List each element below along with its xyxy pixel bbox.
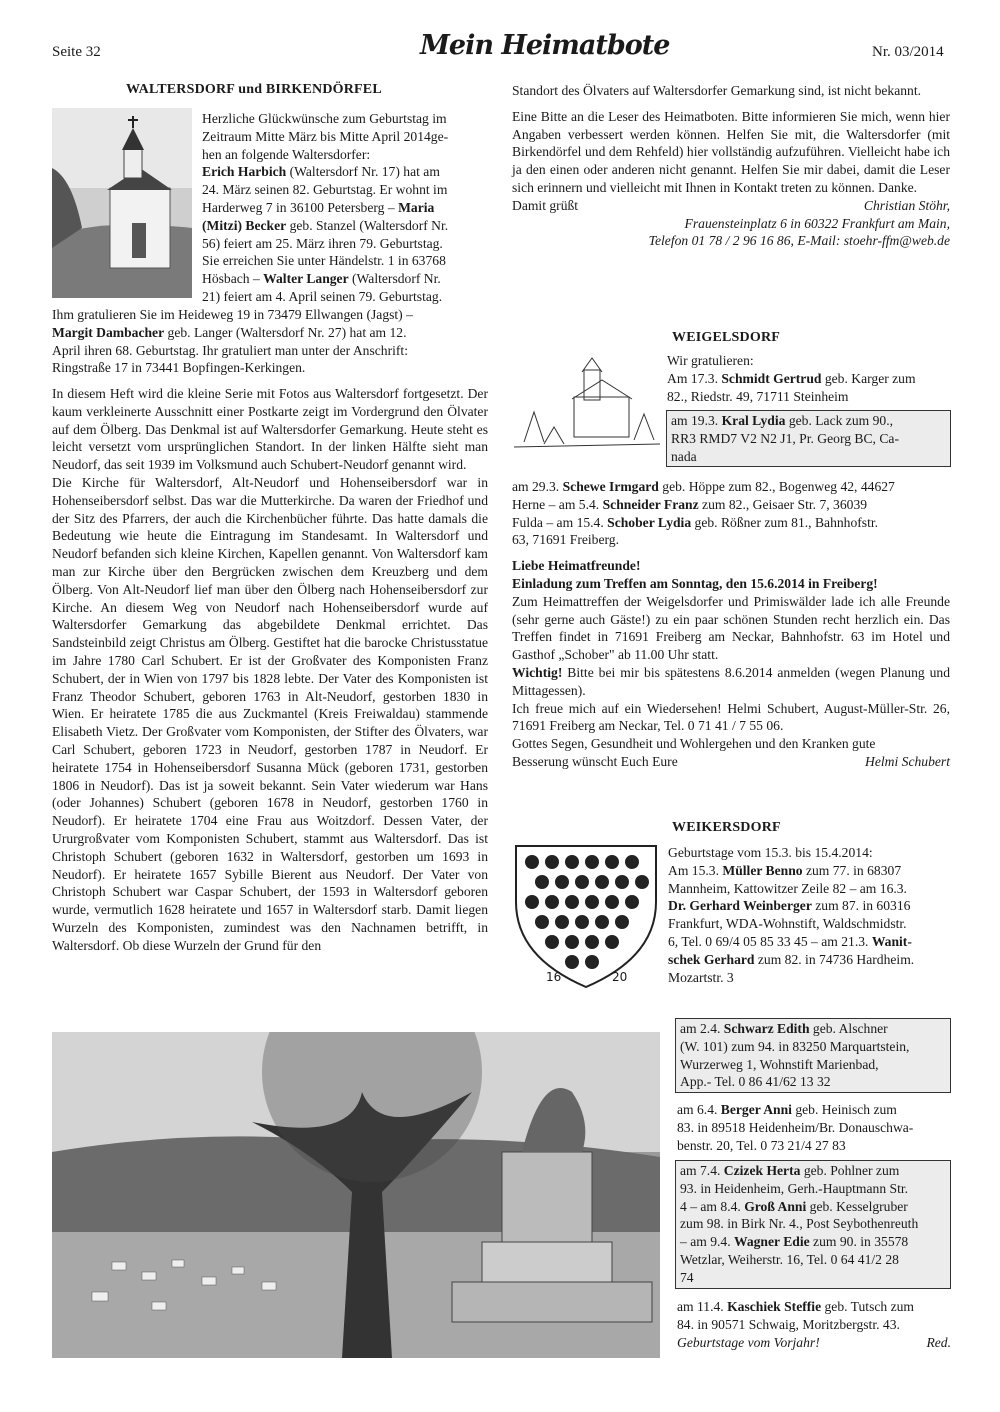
text-line: Besserung wünscht Euch Eure [512,753,678,769]
editor-signature: Red. [926,1334,951,1350]
waltersdorf-story [52,385,488,955]
person-name: Müller Benno [722,862,803,878]
request-paragraph: Eine Bitte an die Leser des Heimatboten. Bitte informieren Sie mich, wenn hier Angaben verbessert werden können. Helfen Sie mit, die Waltersdorfer (mit Birkendörfel und dem Rehfeld) hier vollständig aufzuführen. Vielleicht habe ich ja den einen oder anderen nicht genannt. Helfen Sie mir dabei, damit die Leser sich erinnern und vielleicht mit Ihnen in Kontakt treten zu können. Danke. [512,108,950,195]
weigelsdorf-list [512,478,950,771]
section-title-weikersdorf: WEIKERSDORF [672,820,781,835]
text-line: geb. Tutsch zum [821,1299,915,1314]
text-line: zum 77. in 68307 [802,862,902,878]
important-label: Wichtig! [512,664,563,680]
person-name: Kral Lydia [721,413,786,428]
text-line: Herzliche Glückwünsche zum Geburtstag im [202,111,447,126]
text-line: 83. in 89518 Heidenheim/Br. Donauschwa- [677,1119,914,1135]
text-line: 21) feiert am 4. April seinen 79. Geburtstag. [202,288,443,304]
weikersdorf-entry-berger [677,1101,951,1154]
person-name: Wanit- [871,933,912,949]
text-line: 63, 71691 Freiberg. [512,532,619,548]
crest-year-left: 16 [546,970,562,984]
text-line: Fulda – am 15.4. [512,514,608,530]
text-line: App.- Tel. 0 86 41/62 13 32 [680,1074,831,1090]
text-line: zum 82., Geisaer Str. 7, 36039 [698,496,868,512]
person-name: Schmidt Gertrud [721,370,822,386]
text-line: zum 87. in 60316 [811,898,911,914]
invitation-contact: Ich freue mich auf ein Wiedersehen! Helmi Schubert, August-Müller-Str. 26, 71691 Freiberg am Neckar, Tel. 0 71 41 / 7 55 06. [512,700,950,734]
text-line: hen an folgende Waltersdorfer: [202,146,371,162]
weikersdorf-list-top [668,844,950,986]
person-name: Wagner Edie [734,1234,810,1250]
person-name: Schneider Franz [602,496,699,512]
text-line: April ihren 68. Geburtstag. Ihr gratuliert man unter der Anschrift: [52,342,408,358]
text-line: geb. Alschner [809,1021,888,1036]
text-line: 74 [680,1269,694,1285]
text-line: Wurzerweg 1, Wohnstift Marienbad, [680,1056,879,1072]
text-line: 84. in 90571 Schwaig, Moritzbergstr. 43. [677,1316,900,1332]
signature-name: Christian Stöhr, [863,197,950,213]
text-line: am 2.4. [680,1021,724,1036]
text-line: (W. 101) zum 94. in 83250 Marquartstein, [680,1038,910,1054]
text-line: Wir gratulieren: [667,353,754,368]
text-line: 82., Riedstr. 49, 71711 Steinheim [667,388,849,404]
text-line: nada [671,448,697,464]
text-line: 56) feiert am 25. März ihren 79. Geburtstag. [202,235,443,251]
story-paragraph: Die Kirche für Waltersdorf, Alt-Neudorf und Hohenseibersdorf war in Hohenseibersdorf selbst. Das war die Mutterkirche. Da waren der Friedhof und der Sitz des Pfarrers, der auch die Kirchenbücher führte. Das hatte damals die Bedeutung wie heute die Eintragung im Standesamt. In Waltersdorf und Neudorf befanden sich kleine Kirchen, Kapellen genannt. Von Waltersdorf kam man zur Kirche über den Bergrücken zwischen dem Kreuzberg und dem Ölberg. Von Alt-Neudorf lief man über den Ölberg nach Hohenseibersdorf zur Kirche. An diesem Weg von Neudorf nach Hohenseibersdorf wurde auf Waltersdorfer Gemarkung das abgebildete Denkmal errichtet. Das Sandsteinbild zeigt Christus am Ölberg. Gestiftet hat die barocke Christusstatue im Jahre 1780 Carl Schubert. Er ist der Großvater des Komponisten Franz Schubert, der in Wien von 1797 bis 1828 lebte. Der Vater des Komponisten ist Franz Theodor Schubert, geboren 1763 in Alt-Neudorf, gestorben 1830 in Wien. Er heiratete 1785 die aus Zuckmantel (Kreis Freiwaldau) stammende Elisabeth Vietz. Der Großvater vom Komponisten, der Stifter des Ölvaters, war Carl Schubert, geboren 1723 in Neudorf, gestorben 1787 in Neudorf. Er heiratete 1754 in Hohenseibersdorf Susanna Mück (geboren 1731, gestorben 1806 in Neudorf). Das ist ja soweit bekannt. Sein Vater wiederum war Hans (oder Johannes) Schubert (geboren 1678 in Neudorf, gestorben 1760 in Neudorf). Er heiratete 1704 eine Frau aus Woitzdorf. Dessen Vater, der Ururgroßvater vom Komponisten Schubert, stammt aus Waltersdorf. Das ist Christoph Schubert (geboren 1632 in Waltersdorf, gestorben um 1693 in Neudorf). Er heiratete 1657 Sybille Bierent aus Neudorf. Der Vater von Christoph Schubert war Caspar Schubert, der 1593 in Waltersdorf geboren wurde, vermutlich 1628 heiratete und 1657 in Waltersdorf starb. Damit liegen Wurzeln des Komponisten, zumindest was den Nachnamen betrifft, in Waltersdorf. Ob diese Wurzeln der Grund für den [52,474,488,953]
invitation-heading: Liebe Heimatfreunde! [512,558,641,574]
weikersdorf-crest [512,842,660,992]
text-line: 6, Tel. 0 69/4 05 85 33 45 – am 21.3. [668,933,872,949]
weikersdorf-entry-kaschiek [677,1298,951,1351]
person-name: Erich Harbich [202,164,287,180]
signature-address: Frauensteinplatz 6 in 60322 Frankfurt am Main, [684,215,950,231]
text-line: Bitte bei mir bis spätestens 8.6.2014 anmelden (wegen Planung und Mittagessen). [512,664,950,698]
text-line: geb. Kesselgruber [806,1198,908,1214]
masthead: Mein Heimatbote [420,30,670,61]
waltersdorf-closing [512,82,950,250]
text-line: Mozartstr. 3 [668,969,734,985]
weikersdorf-box-2 [675,1160,951,1289]
crest-shield [512,842,660,992]
oelberg-postcard-photo [52,1032,660,1358]
signature-contact: Telefon 01 78 / 2 96 16 86, E-Mail: stoehr-ffm@web.de [648,233,950,249]
text-line: am 11.4. [677,1299,728,1314]
greeting: Damit grüßt [512,197,579,213]
oelberg-illustration [52,1032,660,1358]
person-name: (Mitzi) Becker [202,217,287,233]
text-line: Frankfurt, WDA-Wohnstift, Waldschmidstr. [668,916,907,932]
text-line: – am 9.4. [680,1234,734,1250]
section-title-waltersdorf: WALTERSDORF und BIRKENDÖRFEL [126,82,382,97]
text-line: Ihm gratulieren Sie im Heideweg 19 in 73479 Ellwangen (Jagst) – [52,307,413,322]
person-name: schek Gerhard [668,951,755,967]
text-line: Ringstraße 17 in 73441 Bopfingen-Kerkingen. [52,360,306,376]
church-sketch-drawing [514,352,660,460]
weigelsdorf-list-top [667,352,950,405]
text-line: 4 – am 8.4. [680,1198,745,1214]
text-line: Am 15.3. [668,862,723,878]
text-line: Hösbach – [202,271,264,287]
text-line: geb. Pohlner zum [800,1163,900,1178]
text-line: am 7.4. [680,1163,724,1178]
text-line: Herne – am 5.4. [512,496,603,512]
text-line: zum 82. in 74736 Hardheim. [754,951,915,967]
person-name: Groß Anni [744,1198,807,1214]
person-name: Dr. Gerhard Weinberger [668,898,812,914]
page-number: Seite 32 [52,44,101,60]
person-name: Schwarz Edith [723,1021,810,1036]
text-line: benstr. 20, Tel. 0 73 21/4 27 83 [677,1137,846,1153]
text-line: geb. Karger zum [821,370,916,386]
text-line: Gottes Segen, Gesundheit und Wohlergehen und den Kranken gute [512,736,876,752]
text-line: am 6.4. [677,1102,721,1117]
chapel-illustration [52,108,192,298]
text-line: Wetzlar, Weiherstr. 16, Tel. 0 64 41/2 28 [680,1251,899,1267]
text-line: Zeitraum Mitte März bis Mitte April 2014ge- [202,128,449,144]
church-sketch [514,352,660,460]
weigelsdorf-highlight-box [666,410,951,467]
person-name: Kaschiek Steffie [727,1299,822,1314]
chapel-photo [52,108,192,298]
text-line: geb. Rößner zum 81., Bahnhofstr. [691,514,879,530]
waltersdorf-birthdays-cont [52,306,488,377]
person-name: Berger Anni [720,1102,792,1117]
person-name: Walter Langer [263,271,349,287]
weikersdorf-box-1 [675,1018,951,1093]
text-line: RR3 RMD7 V2 N2 J1, Pr. Georg BC, Ca- [671,430,899,446]
text-line: (Waltersdorf Nr. 17) hat am [286,164,440,180]
person-name: Maria [398,199,435,215]
text-line: geb. Stanzel (Waltersdorf Nr. [286,217,449,233]
text-line: geb. Langer (Waltersdorf Nr. 27) hat am 12. [164,324,407,340]
story-paragraph: In diesem Heft wird die kleine Serie mit Fotos aus Waltersdorf fortgesetzt. Der kaum verkleinerte Ausschnitt einer Postkarte zeigt im Vordergrund den Ölvater auf dem Ölberg. Das Denkmal ist auf Waltersdorfer Gemarkung. Heute steht es leicht versetzt vom ursprünglichen Standort. In der linken Hälfte sieht man Neudorf, das seit 1939 im Volksmund auch Schubert-Neudorf genannt wird. [52,386,488,473]
section-title-weigelsdorf: WEIGELSDORF [672,330,780,345]
waltersdorf-birthdays [202,110,488,306]
text-line: geb. Lack zum 90., [785,413,894,428]
text-line: 93. in Heidenheim, Gerh.-Hauptmann Str. [680,1180,909,1196]
text-line: (Waltersdorf Nr. [348,271,441,287]
text-line: zum 98. in Birk Nr. 4., Post Seybothenreuth [680,1216,919,1232]
invitation-title: Einladung zum Treffen am Sonntag, den 15.6.2014 in Freiberg! [512,575,878,591]
issue-number: Nr. 03/2014 [872,44,944,60]
person-name: Schober Lydia [607,514,692,530]
person-name: Schewe Irmgard [562,479,659,494]
signature-name: Helmi Schubert [865,753,950,769]
text-line: geb. Heinisch zum [791,1102,897,1117]
text-line: Am 17.3. [667,370,722,386]
text-line: Mannheim, Kattowitzer Zeile 82 – am 16.3. [668,880,907,896]
crest-year-right: 20 [612,970,628,984]
text-line: am 19.3. [671,413,722,428]
person-name: Czizek Herta [723,1163,801,1178]
text-line: am 29.3. [512,479,563,494]
text-line: Sie erreichen Sie unter Händelstr. 1 in 63768 [202,253,446,269]
text-line: Geburtstage vom 15.3. bis 15.4.2014: [668,845,873,860]
text-line: 24. März seinen 82. Geburtstag. Er wohnt im [202,182,448,198]
text-line: Harderweg 7 in 36100 Petersberg – [202,199,399,215]
note-previous-year: Geburtstage vom Vorjahr! [677,1334,820,1350]
person-name: Margit Dambacher [52,324,165,340]
closing-paragraph: Standort des Ölvaters auf Waltersdorfer Gemarkung sind, ist nicht bekannt. [512,83,922,98]
invitation-text: Zum Heimattreffen der Weigelsdorfer und Primiswälder lade ich alle Freunde (sehr gerne auch Gäste!) zu ein paar schönen Stunden recht herzlich ein. Das Treffen findet in 71691 Freiberg am Neckar, Bahnhofstr. 63 im Hotel und Gasthof „Schober" ab 11.00 Uhr statt. [512,593,950,663]
text-line: geb. Höppe zum 82., Bogenweg 42, 44627 [658,479,895,494]
text-line: zum 90. in 35578 [809,1234,909,1250]
